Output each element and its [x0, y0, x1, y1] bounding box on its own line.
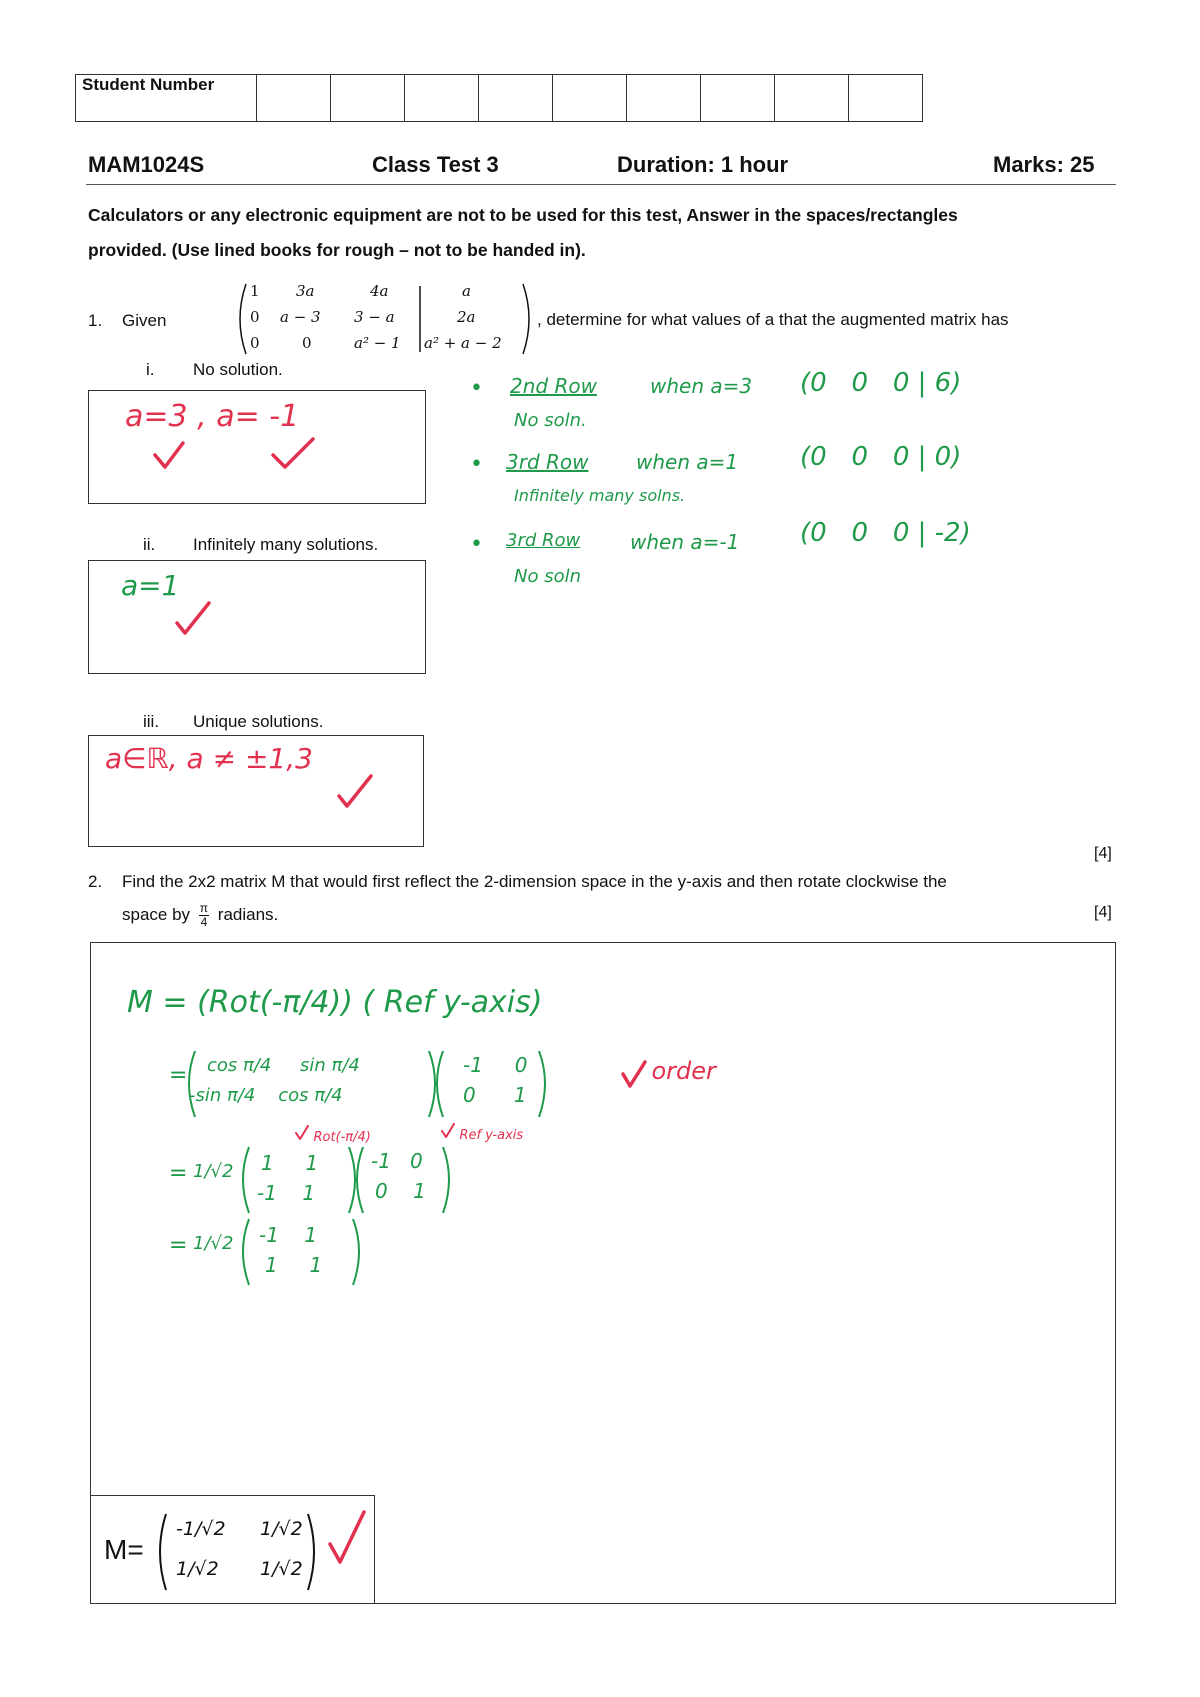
tick-icon [153, 437, 373, 477]
q1-part-ii-answer: a=1 [121, 569, 180, 602]
fraction-denominator: 4 [200, 915, 208, 929]
augmented-matrix [232, 280, 537, 358]
note-row: 2nd Row [510, 374, 597, 398]
q1-part-iii-text: Unique solutions. [193, 712, 324, 731]
fraction-pi-over-4 [199, 902, 209, 929]
student-number-cell[interactable] [849, 75, 923, 122]
note-vector: (0 0 0 | 0) [800, 442, 962, 472]
note-result: No soln. [514, 410, 587, 431]
q2-number: 2. [88, 872, 103, 891]
note-vector: (0 0 0 | -2) [800, 518, 971, 548]
tick-icon [621, 1060, 647, 1090]
tick-icon [441, 1123, 455, 1139]
q1-part-ii-answer-box[interactable] [88, 560, 426, 674]
work-line-2-eq: = [169, 1063, 188, 1088]
matrix-cell: 3a [296, 282, 315, 300]
q1-part-i-answer: a=3 , a= -1 [125, 399, 300, 434]
ref-note-text: Ref y-axis [459, 1128, 524, 1143]
q1-number: 1. [88, 311, 103, 330]
student-number-cell[interactable] [479, 75, 553, 122]
q1-part-i-text: No solution. [193, 360, 283, 379]
work-line-4-eq: = [169, 1233, 188, 1258]
q1-part-iii-answer: a∈ℝ, a ≠ ±1,3 [105, 742, 313, 775]
student-number-cell[interactable] [775, 75, 849, 122]
q2-answer-box[interactable] [90, 942, 1116, 1604]
matrix-cell: a [462, 282, 471, 300]
instructions-line-1: Calculators or any electronic equipment are not to be used for this test, Answer in the spaces/rectangles [88, 205, 958, 225]
header-rule [86, 184, 1116, 185]
tick-icon [175, 599, 215, 639]
q1-part-iii-label: iii. [143, 712, 160, 731]
q1-part-ii-label: ii. [143, 535, 156, 554]
student-number-cell[interactable] [331, 75, 405, 122]
q1-part-i-label: i. [146, 360, 155, 379]
work-line-1: M = (Rot(-π/4)) ( Ref y-axis) [127, 985, 543, 1020]
student-number-cell[interactable] [701, 75, 775, 122]
final-answer-label: M= [104, 1534, 144, 1565]
matrix-cell: 0 [302, 334, 312, 352]
note-condition: when a=-1 [630, 530, 740, 554]
rotation-row-1: cos π/4 sin π/4 [207, 1055, 360, 1076]
rotation-row-2: -sin π/4 cos π/4 [189, 1085, 343, 1106]
work-line-3-fraction: 1/√2 [193, 1161, 234, 1182]
note-row: 3rd Row [506, 530, 581, 551]
note-condition: when a=3 [650, 374, 753, 398]
student-number-table [75, 74, 923, 122]
reflection-row-2: 0 1 [463, 1083, 527, 1107]
final-matrix-cell: 1/√2 [260, 1558, 303, 1580]
order-note-text: order [651, 1057, 716, 1085]
tick-icon [337, 774, 377, 814]
reflection-row-1: -1 0 [463, 1053, 528, 1077]
duration: Duration: 1 hour [617, 152, 789, 177]
matrix-cell: 3 − a [354, 308, 395, 326]
q2-line-2-pre: space by [122, 904, 191, 924]
final-answer-box[interactable] [90, 1495, 375, 1604]
note-row: 3rd Row [506, 450, 589, 474]
q2-line-2-post: radians. [217, 904, 279, 924]
order-note [621, 1057, 716, 1090]
q2-line-2 [122, 902, 278, 938]
rot-note-text: Rot(-π/4) [313, 1130, 371, 1145]
student-number-cell[interactable] [627, 75, 701, 122]
matrix-4-row-2: 1 1 [265, 1253, 323, 1277]
matrix-4-row-1: -1 1 [259, 1223, 318, 1247]
note-vector: (0 0 0 | 6) [800, 368, 962, 398]
matrix-cell: 0 [250, 334, 260, 352]
matrix-cell: 0 [250, 308, 260, 326]
work-line-4-fraction: 1/√2 [193, 1233, 234, 1254]
tick-icon [328, 1508, 368, 1568]
fraction-numerator: π [199, 901, 209, 915]
matrix-cell: a² − 1 [354, 334, 401, 352]
q2-marks: [4] [1094, 904, 1112, 921]
q1-marks: [4] [1094, 845, 1112, 862]
student-number-label: Student Number [76, 75, 257, 122]
q2-line-1: Find the 2x2 matrix M that would first reflect the 2-dimension space in the y-axis and then rotate clockwise the [122, 872, 947, 891]
matrix-cell: a − 3 [280, 308, 321, 326]
total-marks: Marks: 25 [993, 152, 1095, 177]
final-matrix-cell: 1/√2 [176, 1558, 219, 1580]
student-number-cell[interactable] [553, 75, 627, 122]
course-code: MAM1024S [88, 152, 205, 177]
matrix-cell: 4a [370, 282, 389, 300]
matrix-cell: 1 [250, 282, 260, 300]
matrix-cell: a² + a − 2 [424, 334, 502, 352]
note-bullet: • [470, 532, 483, 557]
matrix-3a-row-2: -1 1 [257, 1181, 316, 1205]
note-result: No soln [514, 566, 581, 587]
final-matrix-cell: 1/√2 [260, 1518, 303, 1540]
test-title: Class Test 3 [372, 152, 499, 177]
q1-part-iii-answer-box[interactable] [88, 735, 424, 847]
work-line-3-eq: = [169, 1161, 188, 1186]
tick-icon [295, 1125, 309, 1141]
q1-given: Given [122, 311, 167, 330]
note-bullet: • [470, 452, 483, 477]
student-number-cell[interactable] [257, 75, 331, 122]
q1-prompt: , determine for what values of a that the augmented matrix has [537, 310, 1009, 329]
matrix-3b-row-2: 0 1 [375, 1179, 426, 1203]
q1-part-ii-text: Infinitely many solutions. [193, 535, 379, 554]
final-matrix-cell: -1/√2 [176, 1518, 226, 1540]
matrix-3a-row-1: 1 1 [261, 1151, 319, 1175]
instructions-line-2: provided. (Use lined books for rough – not to be handed in). [88, 240, 586, 260]
student-number-cell[interactable] [405, 75, 479, 122]
note-condition: when a=1 [636, 450, 739, 474]
note-bullet: • [470, 376, 483, 401]
ref-note [441, 1123, 523, 1144]
note-result: Infinitely many solns. [514, 486, 686, 505]
q1-notes [470, 368, 1110, 598]
matrix-cell: 2a [457, 308, 476, 326]
q1-part-i-answer-box[interactable] [88, 390, 426, 504]
matrix-3b-row-1: -1 0 [371, 1149, 423, 1173]
